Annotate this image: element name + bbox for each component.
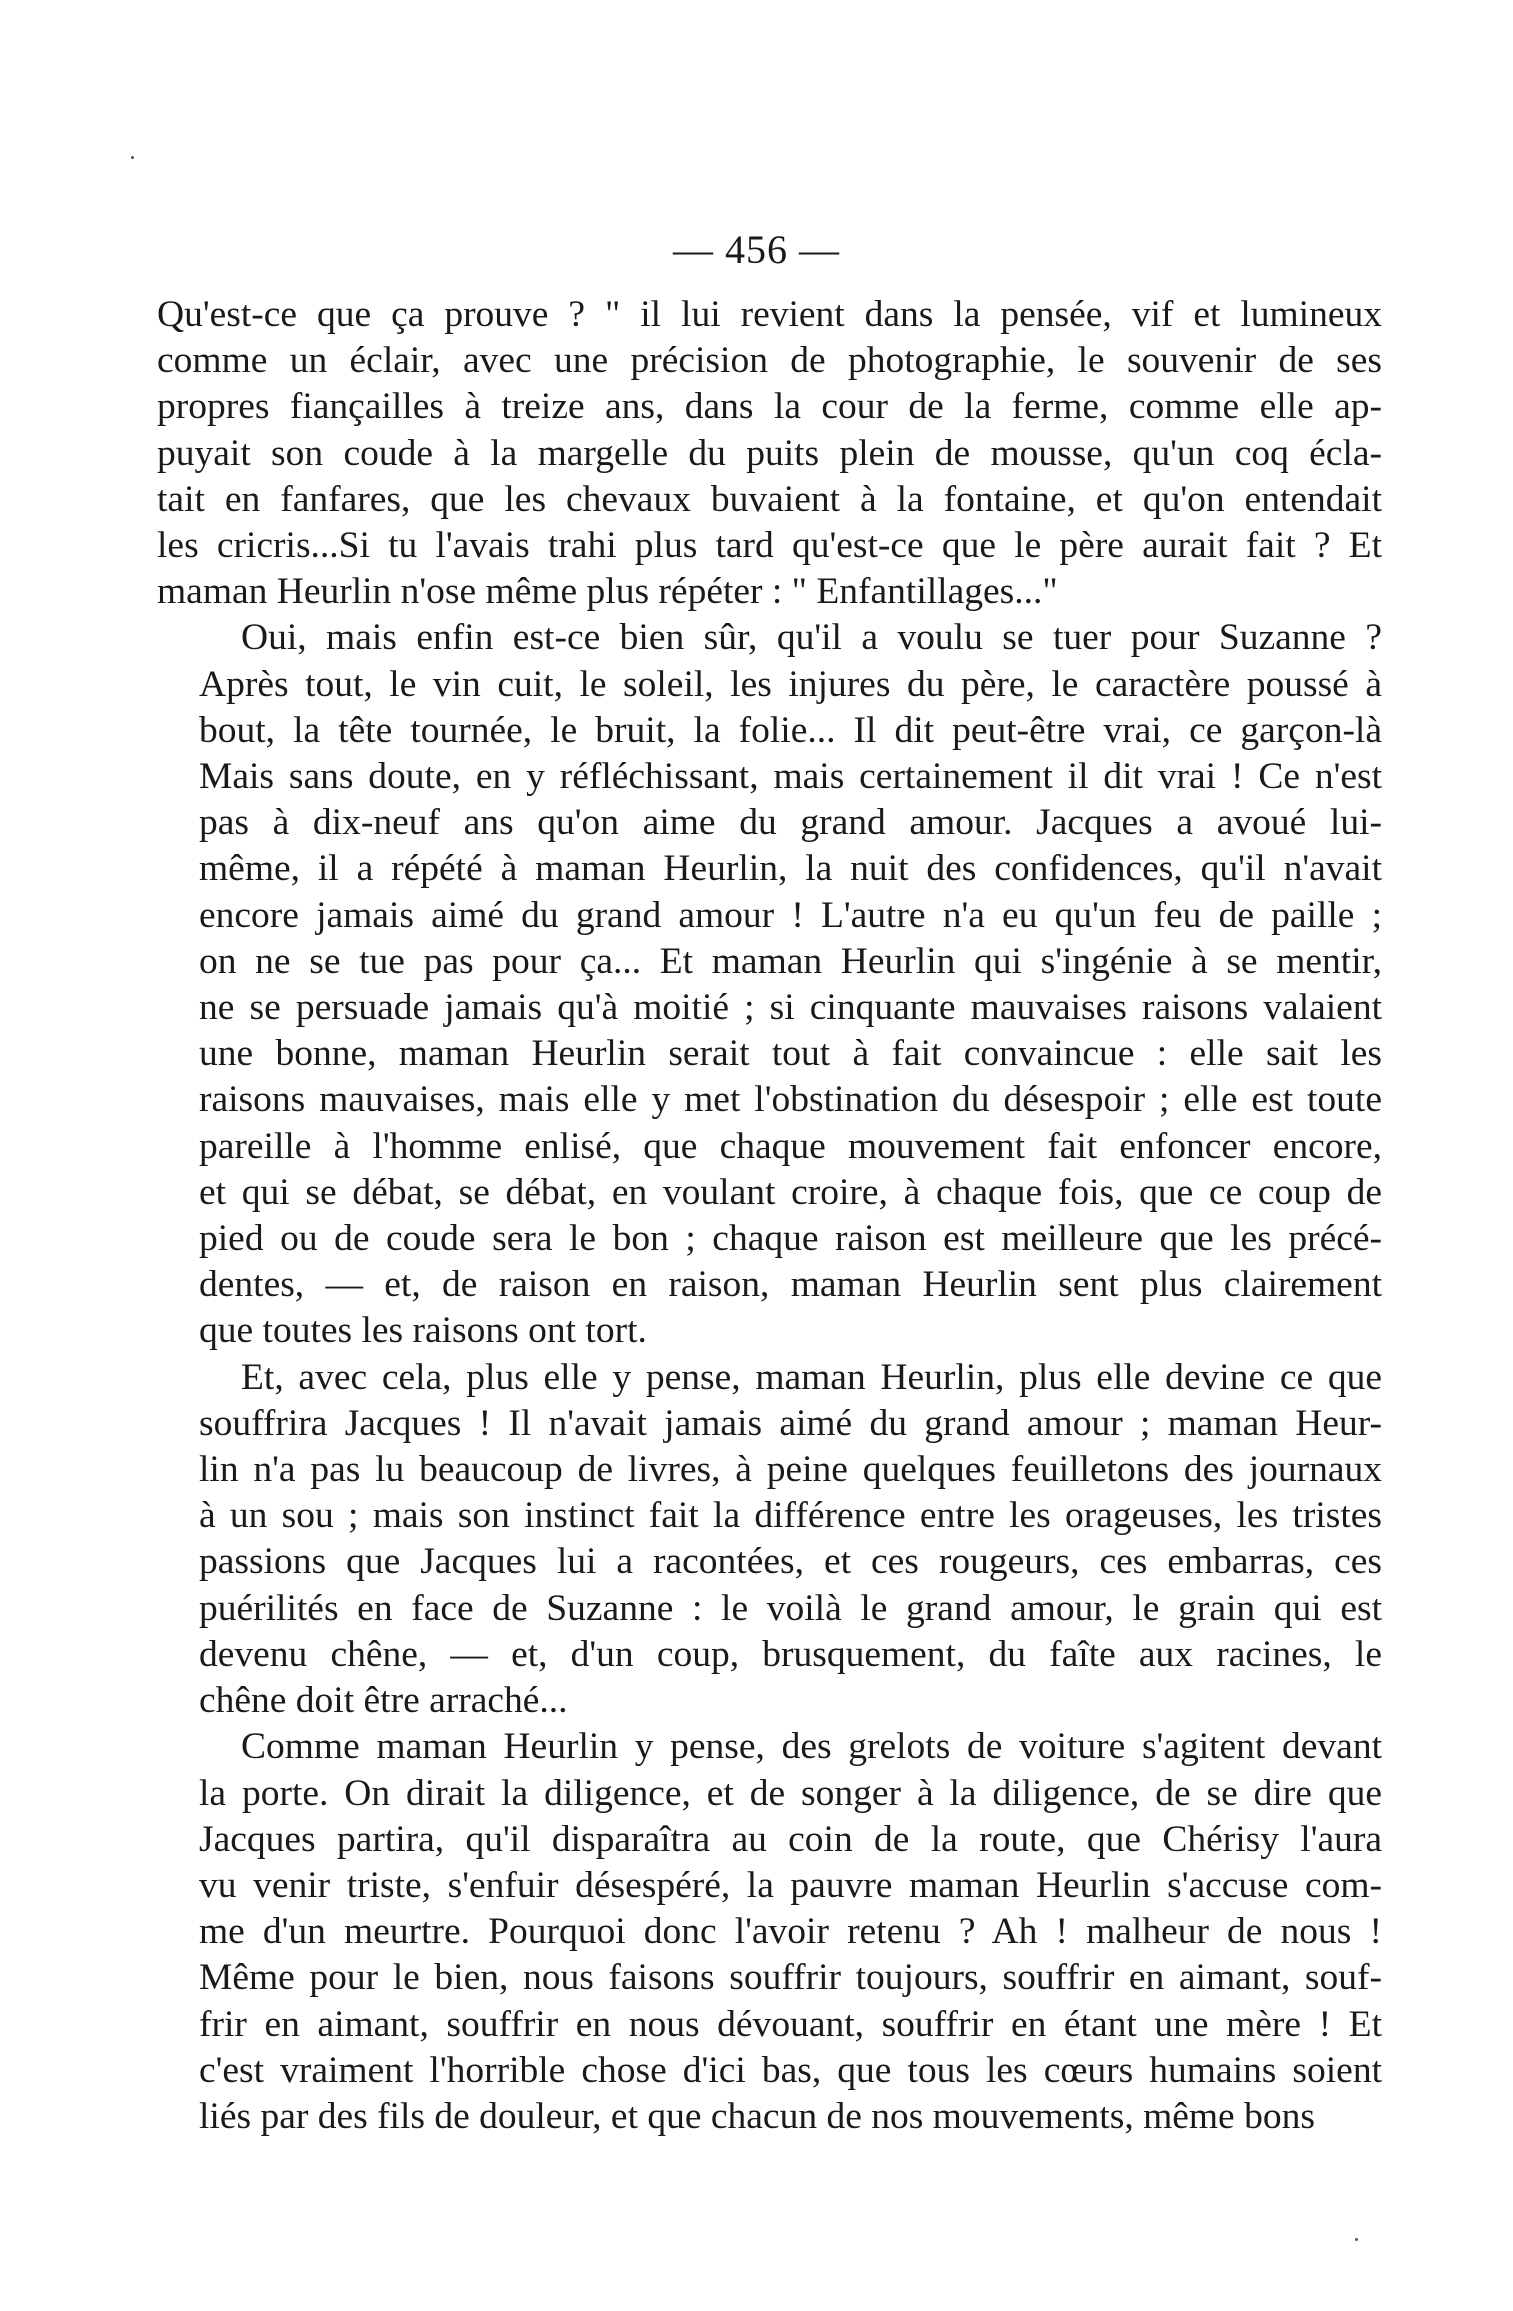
text-line: Et, avec cela, plus elle y pense, maman Heurlin, plus elle devine ce que xyxy=(241,1356,1382,1398)
print-speck xyxy=(131,156,134,159)
text-line: c'est vraiment l'horrible chose d'ici bas, que tous les cœurs humains soient xyxy=(199,2049,1382,2091)
text-line: frir en aimant, souffrir en nous dévouant, souffrir en étant une mère ! Et xyxy=(199,2003,1382,2045)
text-line: Même pour le bien, nous faisons souffrir toujours, souffrir en aimant, souf- xyxy=(199,1957,1382,1999)
text-line: pas à dix-neuf ans qu'on aime du grand amour. Jacques a avoué lui- xyxy=(199,802,1382,844)
text-line: encore jamais aimé du grand amour ! L'autre n'a eu qu'un feu de paille ; xyxy=(199,894,1382,936)
text-line: puérilités en face de Suzanne : le voilà le grand amour, le grain qui est xyxy=(199,1587,1382,1629)
text-line: souffrira Jacques ! Il n'avait jamais aimé du grand amour ; maman Heur- xyxy=(199,1402,1382,1444)
text-line: à un sou ; mais son instinct fait la différence entre les orageuses, les tristes xyxy=(199,1495,1382,1537)
paragraph xyxy=(157,1724,1382,2140)
text-line: on ne se tue pas pour ça... Et maman Heurlin qui s'ingénie à se mentir, xyxy=(199,940,1382,982)
text-line: lin n'a pas lu beaucoup de livres, à peine quelques feuilletons des journaux xyxy=(199,1449,1382,1491)
paragraph xyxy=(157,1355,1382,1725)
text-line: dentes, — et, de raison en raison, maman Heurlin sent plus clairement xyxy=(199,1264,1382,1306)
text-line: la porte. On dirait la diligence, et de songer à la diligence, de se dire que xyxy=(199,1772,1382,1814)
text-line: chêne doit être arraché... xyxy=(199,1680,568,1722)
text-line: Oui, mais enfin est-ce bien sûr, qu'il a voulu se tuer pour Suzanne ? xyxy=(241,617,1382,659)
text-line: maman Heurlin n'ose même plus répéter : " Enfantillages..." xyxy=(157,571,1058,613)
text-line: Jacques partira, qu'il disparaîtra au coin de la route, que Chérisy l'aura xyxy=(199,1818,1382,1860)
print-speck xyxy=(1355,2238,1358,2241)
text-line: et qui se débat, se débat, en voulant croire, à chaque fois, que ce coup de xyxy=(199,1171,1382,1213)
text-line: tait en fanfares, que les chevaux buvaient à la fontaine, et qu'on entendait xyxy=(157,478,1382,520)
text-line: Mais sans doute, en y réfléchissant, mais certainement il dit vrai ! Ce n'est xyxy=(199,756,1382,798)
text-line: que toutes les raisons ont tort. xyxy=(199,1310,647,1352)
text-line: puyait son coude à la margelle du puits plein de mousse, qu'un coq écla- xyxy=(157,432,1382,474)
text-line: devenu chêne, — et, d'un coup, brusquement, du faîte aux racines, le xyxy=(199,1633,1382,1675)
text-line: Qu'est-ce que ça prouve ? " il lui revient dans la pensée, vif et lumineux xyxy=(157,294,1382,335)
text-line: Comme maman Heurlin y pense, des grelots de voiture s'agitent devant xyxy=(241,1726,1382,1768)
text-line: pied ou de coude sera le bon ; chaque raison est meilleure que les précé- xyxy=(199,1218,1382,1260)
text-line: bout, la tête tournée, le bruit, la folie... Il dit peut-être vrai, ce garçon-là xyxy=(199,709,1382,751)
text-line: liés par des fils de douleur, et que chacun de nos mouvements, même bons xyxy=(199,2095,1315,2137)
page-number: — 456 — xyxy=(673,227,840,272)
text-line: une bonne, maman Heurlin serait tout à fait convaincue : elle sait les xyxy=(199,1033,1382,1075)
text-line: raisons mauvaises, mais elle y met l'obstination du désespoir ; elle est toute xyxy=(199,1079,1382,1121)
text-line: me d'un meurtre. Pourquoi donc l'avoir retenu ? Ah ! malheur de nous ! xyxy=(199,1911,1382,1953)
body-text xyxy=(157,292,1382,2140)
paragraph xyxy=(157,615,1382,1354)
text-line: vu venir triste, s'enfuir désespéré, la pauvre maman Heurlin s'accuse com- xyxy=(199,1864,1382,1906)
text-line: ne se persuade jamais qu'à moitié ; si cinquante mauvaises raisons valaient xyxy=(199,987,1382,1029)
text-line: comme un éclair, avec une précision de photographie, le souvenir de ses xyxy=(157,340,1382,382)
paragraph xyxy=(157,292,1382,615)
text-line: pareille à l'homme enlisé, que chaque mouvement fait enfoncer encore, xyxy=(199,1125,1382,1167)
text-line: les cricris...Si tu l'avais trahi plus tard qu'est-ce que le père aurait fait ? Et xyxy=(157,525,1382,567)
text-line: Après tout, le vin cuit, le soleil, les injures du père, le caractère poussé à xyxy=(199,663,1382,705)
text-line: même, il a répété à maman Heurlin, la nuit des confidences, qu'il n'avait xyxy=(199,848,1382,890)
text-line: passions que Jacques lui a racontées, et ces rougeurs, ces embarras, ces xyxy=(199,1541,1382,1583)
text-line: propres fiançailles à treize ans, dans la cour de la ferme, comme elle ap- xyxy=(157,386,1382,428)
